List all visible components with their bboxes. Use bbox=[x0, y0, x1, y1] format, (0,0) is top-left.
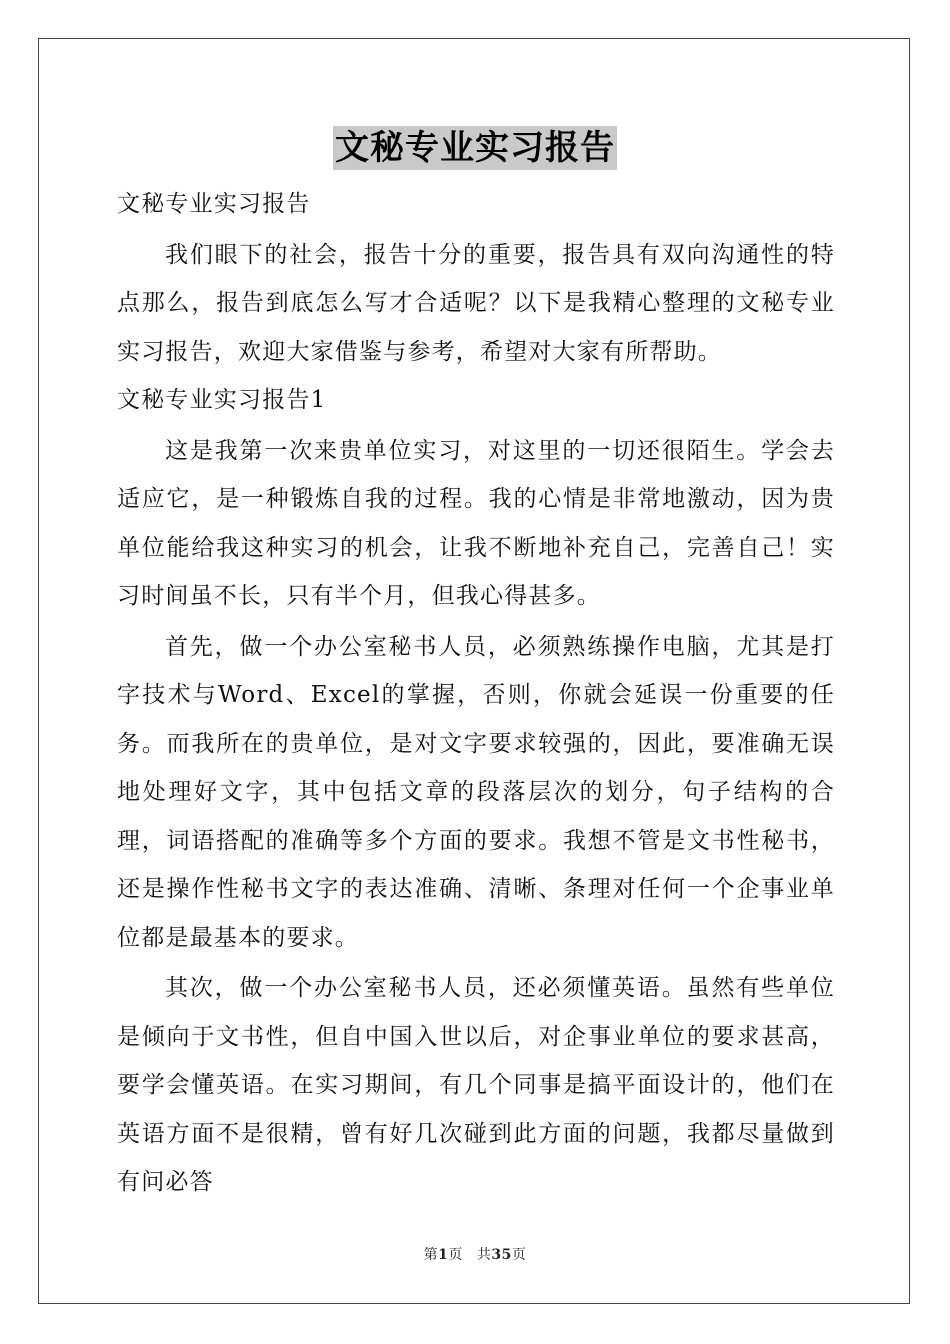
body-paragraph-3: 其次，做一个办公室秘书人员，还必须懂英语。虽然有些单位是倾向于文书性，但自中国入世以后，对企事业单位的要求甚高，要学会懂英语。在实习期间，有几个同事是搞平面设计的，他们在英语方面不是很精，曾有好几次碰到此方面的问题，我都尽量做到有问必答 bbox=[117, 975, 835, 1195]
page-footer bbox=[0, 1244, 950, 1264]
body-paragraph-2: 首先，做一个办公室秘书人员，必须熟练操作电脑，尤其是打字技术与Word、Excel的掌握，否则，你就会延误一份重要的任务。而我所在的贵单位，是对文字要求较强的，因此，要准确无误地处理好文字，其中包括文章的段落层次的划分，句子结构的合理，词语搭配的准确等多个方面的要求。我想不管是文书性秘书，还是操作性秘书文字的表达准确、清晰、条理对任何一个企事业单位都是最基本的要求。 bbox=[117, 633, 835, 951]
title-container bbox=[0, 126, 950, 170]
total-prefix: 共 bbox=[476, 1247, 492, 1263]
body-paragraph-1: 这是我第一次来贵单位实习，对这里的一切还很陌生。学会去适应它，是一种锻炼自我的过程。我的心情是非常地激动，因为贵单位能给我这种实习的机会，让我不断地补充自己，完善自己！实习时间虽不长，只有半个月，但我心得甚多。 bbox=[117, 437, 835, 609]
page-number: 1 bbox=[438, 1247, 449, 1263]
section-heading: 文秘专业实习报告1 bbox=[117, 387, 327, 413]
document-title: 文秘专业实习报告 bbox=[335, 128, 615, 168]
intro-paragraph: 我们眼下的社会，报告十分的重要，报告具有双向沟通性的特点那么，报告到底怎么写才合适呢？以下是我精心整理的文秘专业实习报告，欢迎大家借鉴与参考，希望对大家有所帮助。 bbox=[117, 241, 835, 365]
total-suffix: 页 bbox=[511, 1247, 527, 1263]
document-subtitle: 文秘专业实习报告 bbox=[117, 191, 311, 217]
total-pages: 35 bbox=[491, 1247, 512, 1263]
page-prefix: 第 bbox=[423, 1247, 439, 1263]
page-suffix: 页 bbox=[448, 1247, 463, 1263]
document-body bbox=[117, 180, 835, 1207]
